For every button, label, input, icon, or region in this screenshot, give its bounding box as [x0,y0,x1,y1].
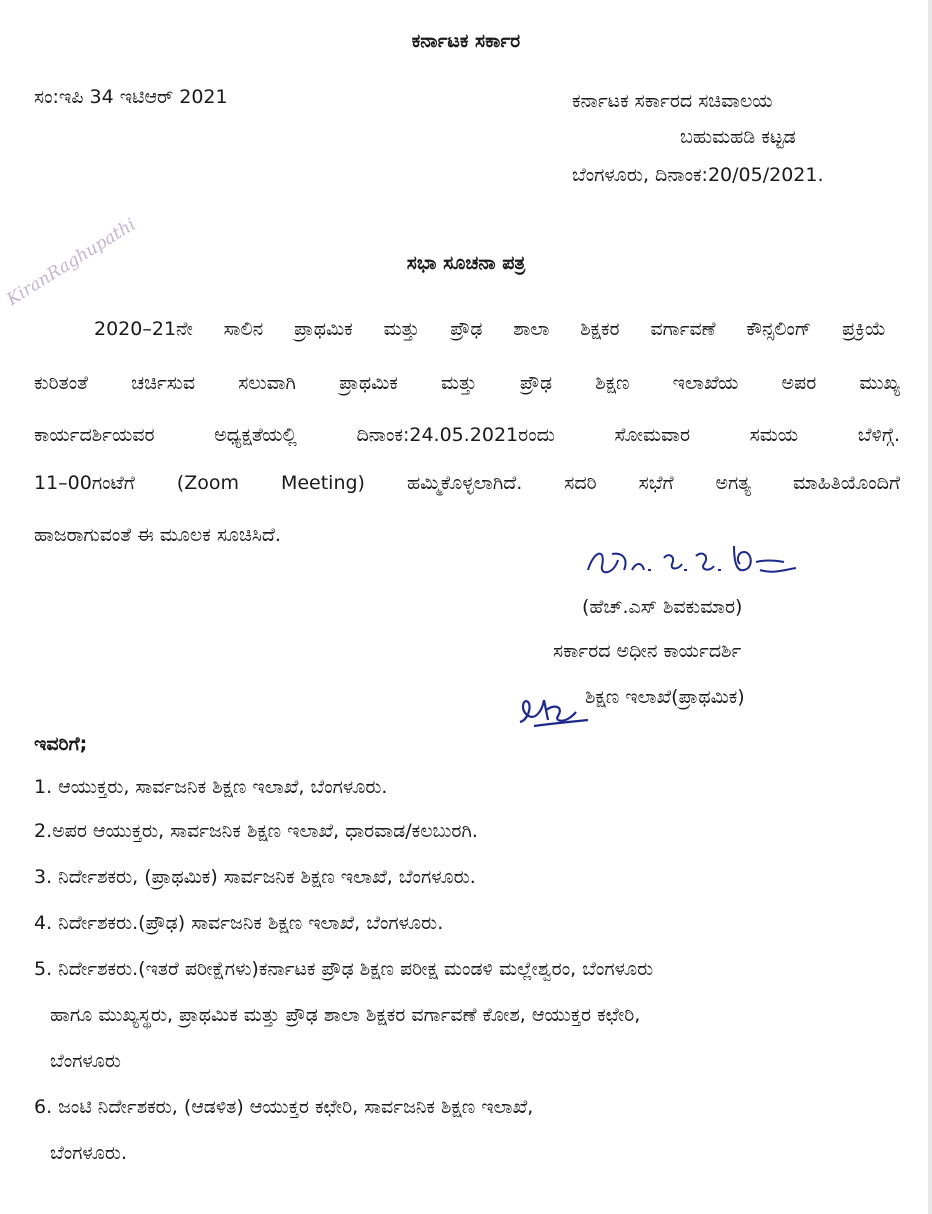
address-date-line: ಬೆಂಗಳೂರು, ದಿನಾಂಕ:20/05/2021. [572,164,824,186]
address-line-2: ಬಹುಮಹಡಿ ಕಟ್ಟಡ [680,126,796,148]
signatory-department: ಶಿಕ್ಷಣ ಇಲಾಖೆ(ಪ್ರಾಥಮಿಕ) [585,686,745,708]
meeting-notice-heading: ಸಭಾ ಸೂಚನಾ ಪತ್ರ [406,252,526,274]
document-title: ಕರ್ನಾಟಕ ಸರ್ಕಾರ [411,30,521,52]
recipient-item-3: 3. ನಿರ್ದೇಶಕರು, (ಪ್ರಾಥಮಿಕ) ಸಾರ್ವಜನಿಕ ಶಿಕ್ಷಣ ಇಲಾಖೆ, ಬೆಂಗಳೂರು. [34,866,476,888]
recipient-item-1: 1. ಆಯುಕ್ತರು, ಸಾರ್ವಜನಿಕ ಶಿಕ್ಷಣ ಇಲಾಖೆ, ಬೆಂಗಳೂರು. [34,776,388,798]
recipient-item-6-cont: ಬೆಂಗಳೂರು. [50,1142,128,1164]
body-line-3: ಕಾರ್ಯದರ್ಶಿಯವರ ಅಧ್ಯಕ್ಷತೆಯಲ್ಲಿ ದಿನಾಂಕ:24.05.2021ರಂದು ಸೋಮವಾರ ಸಮಯ ಬೆಳಿಗ್ಗೆ. [34,424,900,446]
address-line-1: ಕರ್ನಾಟಕ ಸರ್ಕಾರದ ಸಚಿವಾಲಯ [572,90,773,112]
signatory-name: (ಹೆಚ್.ಎಸ್ ಶಿವಕುಮಾರ) [582,596,743,618]
handwritten-signature [584,530,804,590]
recipients-label: ಇವರಿಗೆ; [34,733,88,755]
recipient-item-4: 4. ನಿರ್ದೇಶಕರು.(ಪ್ರೌಢ) ಸಾರ್ವಜನಿಕ ಶಿಕ್ಷಣ ಇಲಾಖೆ, ಬೆಂಗಳೂರು. [34,912,444,934]
recipient-item-2: 2.ಅಪರ ಆಯುಕ್ತರು, ಸಾರ್ವಜನಿಕ ಶಿಕ್ಷಣ ಇಲಾಖೆ, ಧಾರವಾಡ/ಕಲಬುರಗಿ. [34,820,478,842]
recipient-item-5: 5. ನಿರ್ದೇಶಕರು.(ಇತರೆ ಪರೀಕ್ಷೆಗಳು)ಕರ್ನಾಟಕ ಪ್ರೌಢ ಶಿಕ್ಷಣ ಪರೀಕ್ಷ ಮಂಡಳಿ ಮಲ್ಲೇಶ್ವರಂ, ಬೆಂಗಳೂರು [34,958,654,980]
recipient-item-5-cont-1: ಹಾಗೂ ಮುಖ್ಯಸ್ಥರು, ಪ್ರಾಥಮಿಕ ಮತ್ತು ಪ್ರೌಢ ಶಾಲಾ ಶಿಕ್ಷಕರ ವರ್ಗಾವಣೆ ಕೋಶ, ಆಯುಕ್ತರ ಕಛೇರಿ, [50,1004,641,1026]
body-line-5: ಹಾಜರಾಗುವಂತೆ ಈ ಮೂಲಕ ಸೂಚಿಸಿದೆ. [34,524,281,546]
signatory-designation: ಸರ್ಕಾರದ ಅಧೀನ ಕಾರ್ಯದರ್ಶಿ [553,640,742,662]
watermark: KiranRaghupathi [3,214,140,310]
body-line-1: 2020–21ನೇ ಸಾಲಿನ ಪ್ರಾಥಮಿಕ ಮತ್ತು ಪ್ರೌಢ ಶಾಲಾ ಶಿಕ್ಷಕರ ವರ್ಗಾವಣೆ ಕೌನ್ಸಲಿಂಗ್ ಪ್ರಕ್ರಿಯೆ [94,318,886,340]
initials-signature [514,682,594,732]
body-line-2: ಕುರಿತಂತೆ ಚರ್ಚಿಸುವ ಸಲುವಾಗಿ ಪ್ರಾಥಮಿಕ ಮತ್ತು ಪ್ರೌಢ ಶಿಕ್ಷಣ ಇಲಾಖೆಯ ಅಪರ ಮುಖ್ಯ [34,372,900,394]
recipient-item-6: 6. ಜಂಟಿ ನಿರ್ದೇಶಕರು, (ಆಡಳಿತ) ಆಯುಕ್ತರ ಕಛೇರಿ, ಸಾರ್ವಜನಿಕ ಶಿಕ್ಷಣ ಇಲಾಖೆ, [34,1096,534,1118]
body-line-4: 11–00ಗಂಟೆಗೆ (Zoom Meeting) ಹಮ್ಮಿಕೊಳ್ಳಲಾಗಿದೆ. ಸದರಿ ಸಭೆಗೆ ಅಗತ್ಯ ಮಾಹಿತಿಯೊಂದಿಗೆ [34,472,900,494]
recipient-item-5-cont-2: ಬೆಂಗಳೂರು [50,1050,121,1072]
scan-edge [928,0,932,1214]
reference-number: ಸಂ:ಇಪಿ 34 ಇಟಿಆರ್ 2021 [34,86,228,108]
